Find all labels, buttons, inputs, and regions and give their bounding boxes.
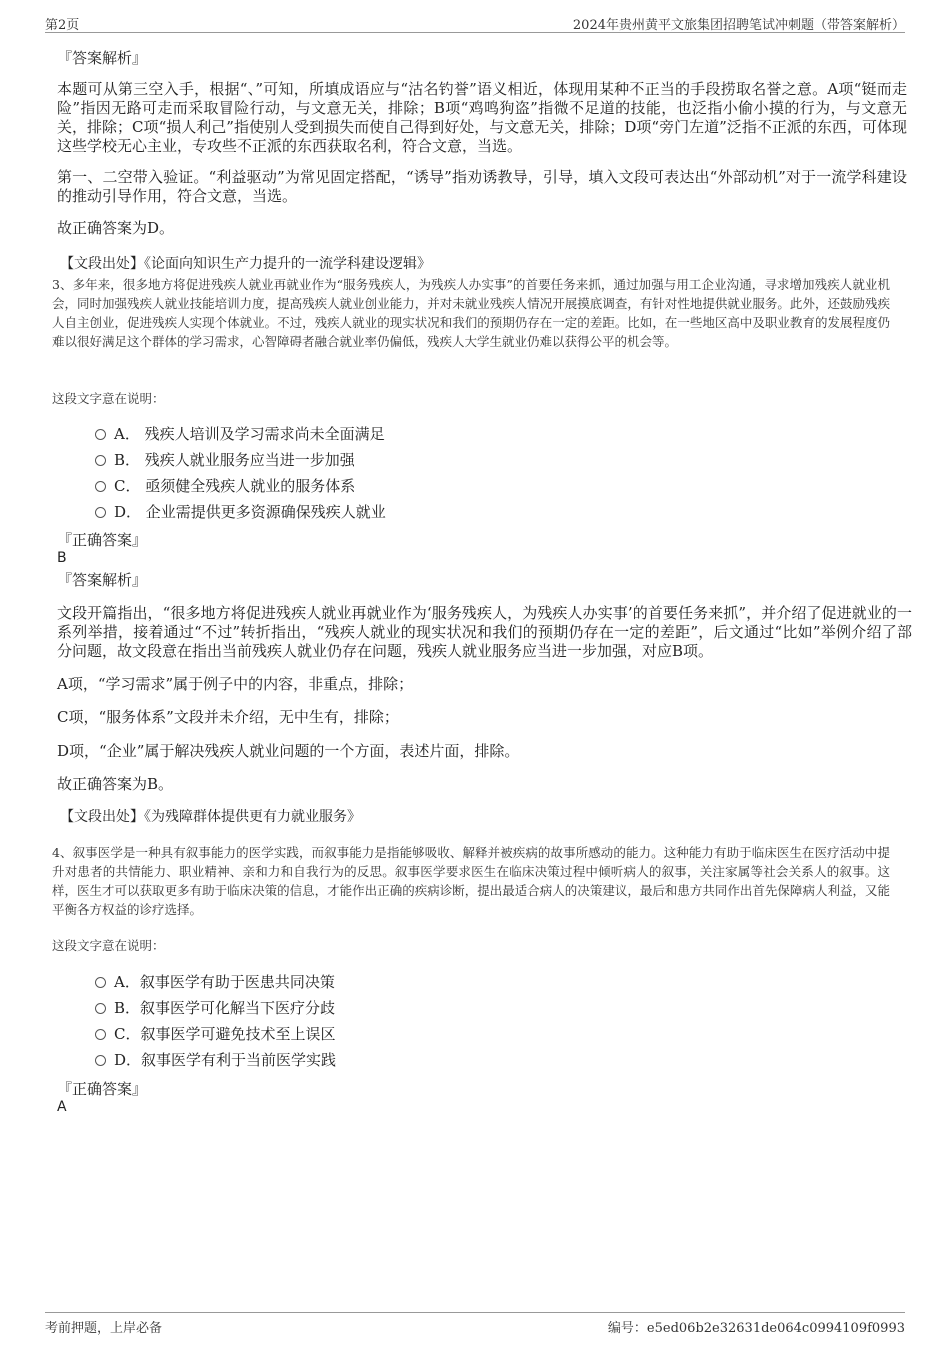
- q3-prompt: 这段文字意在说明：: [52, 391, 165, 406]
- radio-icon[interactable]: [95, 1003, 106, 1014]
- q4-prompt: 这段文字意在说明：: [52, 938, 165, 953]
- q4-answer: A: [57, 1099, 67, 1115]
- page-header: [45, 10, 905, 33]
- document-id: 编号：e5ed06b2e32631de064c0994109f0993: [607, 1321, 905, 1336]
- q3-analysis-paragraph: 文段开篇指出，“很多地方将促进残疾人就业再就业作为‘服务残疾人，为残疾人办实事’的首要任务来抓”，并介绍了促进就业的一系列举措，接着通过“不过”转折指出，“残疾人就业的现实状况和我们的预期仍存在一定的差距”，后文通过“比如”举例介绍了部分问题，故文段意在指出当前残疾人就业仍存在问题，残疾人就业服务应当进一步加强，对应B项。: [57, 604, 912, 660]
- q3-analysis-option-c: C项，“服务体系”文段并未介绍，无中生有，排除；: [57, 708, 399, 726]
- radio-icon[interactable]: [95, 1055, 106, 1066]
- radio-icon[interactable]: [95, 1029, 106, 1040]
- page-number: 第2页: [45, 18, 80, 33]
- q4-option-d-label: D．叙事医学有利于当前医学实践: [114, 1051, 337, 1069]
- q3-option-d-label: D． 企业需提供更多资源确保残疾人就业: [114, 503, 386, 521]
- q3-option-c-label: C． 亟须健全残疾人就业的服务体系: [114, 477, 356, 495]
- q3-option-d[interactable]: [95, 502, 386, 522]
- q4-option-b-label: B．叙事医学可化解当下医疗分歧: [114, 999, 336, 1017]
- document-title: 2024年贵州黄平文旅集团招聘笔试冲刺题（带答案解析）: [572, 18, 905, 33]
- q4-answer-label: 『正确答案』: [57, 1080, 148, 1098]
- q3-conclusion: 故正确答案为B。: [57, 775, 174, 793]
- radio-icon[interactable]: [95, 977, 106, 988]
- q4-option-a[interactable]: [95, 972, 335, 992]
- footer-slogan: 考前押题，上岸必备: [45, 1321, 163, 1336]
- q3-option-c[interactable]: [95, 476, 355, 496]
- q2-analysis-label: 『答案解析』: [57, 49, 148, 67]
- q3-answer: B: [57, 550, 67, 566]
- radio-icon[interactable]: [95, 481, 106, 492]
- q2-analysis-paragraph-1: 本题可从第三空入手，根据“、”可知，所填成语应与“沽名钓誉”语义相近，体现用某种不正当的手段捞取名誉之意。A项“铤而走险”指因无路可走而采取冒险行动，与文意无关，排除；B项“鸡鸣狗盗”指微不足道的技能，也泛指小偷小摸的行为，与文意无关，排除；C项“损人利己”指使别人受到损失而使自己得到好处，与文意无关，排除；D项“旁门左道”泛指不正派的东西，可体现这些学校无心主业，专攻些不正派的东西获取名利，符合文意，当选。: [57, 80, 907, 155]
- radio-icon[interactable]: [95, 429, 106, 440]
- q2-analysis-paragraph-2: 第一、二空带入验证。“利益驱动”为常见固定搭配，“诱导”指劝诱教导，引导，填入文段可表达出“外部动机”对于一流学科建设的推动引导作用，符合文意，当选。: [57, 168, 907, 205]
- q3-analysis-label: 『答案解析』: [57, 571, 148, 589]
- q3-stem: 3、多年来，很多地方将促进残疾人就业再就业作为“服务残疾人，为残疾人办实事”的首要任务来抓，通过加强与用工企业沟通，寻求增加残疾人就业机会，同时加强残疾人就业技能培训力度，提高残疾人就业创业能力，并对未就业残疾人情况开展摸底调查，有针对性地提供就业服务。此外，还鼓励残疾人自主创业，促进残疾人实现个体就业。不过，残疾人就业的现实状况和我们的预期仍存在一定的差距。比如，在一些地区高中及职业教育的发展程度仍难以很好满足这个群体的学习需求，心智障碍者融合就业率仍偏低，残疾人大学生就业仍难以获得公平的机会等。: [52, 277, 890, 349]
- q4-option-d[interactable]: [95, 1050, 336, 1070]
- radio-icon[interactable]: [95, 507, 106, 518]
- q3-option-a[interactable]: [95, 424, 385, 444]
- q3-option-b-label: B． 残疾人就业服务应当进一步加强: [114, 451, 355, 469]
- q4-option-c[interactable]: [95, 1024, 335, 1044]
- q4-option-a-label: A．叙事医学有助于医患共同决策: [114, 973, 335, 991]
- q4-option-b[interactable]: [95, 998, 335, 1018]
- q4-option-c-label: C．叙事医学可避免技术至上误区: [114, 1025, 336, 1043]
- q3-analysis-option-a: A项，“学习需求”属于例子中的内容，非重点，排除；: [57, 675, 414, 693]
- q2-source: 【文段出处】《论面向知识生产力提升的一流学科建设逻辑》: [60, 256, 431, 272]
- q3-analysis-option-d: D项，“企业”属于解决残疾人就业问题的一个方面，表述片面，排除。: [57, 742, 520, 760]
- q3-option-a-label: A． 残疾人培训及学习需求尚未全面满足: [114, 425, 385, 443]
- q2-conclusion: 故正确答案为D。: [57, 219, 175, 237]
- page-footer: [45, 1312, 905, 1336]
- q3-answer-label: 『正确答案』: [57, 531, 148, 549]
- q3-option-b[interactable]: [95, 450, 355, 470]
- q3-source: 【文段出处】《为残障群体提供更有力就业服务》: [60, 809, 361, 825]
- q4-stem: 4、叙事医学是一种具有叙事能力的医学实践，而叙事能力是指能够吸收、解释并被疾病的故事所感动的能力。这种能力有助于临床医生在医疗活动中提升对患者的共情能力、职业精神、亲和力和自我行为的反思。叙事医学要求医生在临床决策过程中倾听病人的叙事，关注家属等社会关系人的叙事。这样，医生才可以获取更多有助于临床决策的信息，才能作出正确的疾病诊断，提出最适合病人的决策建议，最后和患方共同作出首先保障病人利益，又能平衡各方权益的诊疗选择。: [52, 845, 890, 917]
- radio-icon[interactable]: [95, 455, 106, 466]
